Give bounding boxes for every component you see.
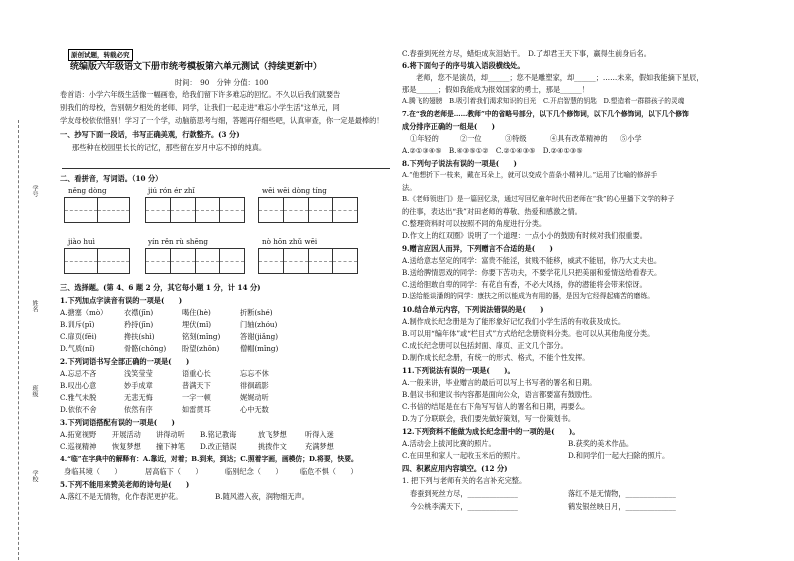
q4-opt: 临别纪念（ ）	[225, 467, 283, 476]
q12-b: B.获奖的美术作品。	[568, 439, 634, 448]
intro-line-1: 卷首语：小学六年级生活像一幅画卷，给我们留下许多难忘的回忆。不久以后我们就要告	[60, 90, 341, 99]
q3-opt: 恢复梦想	[112, 442, 141, 451]
q11-opt: B.倡议书和建议书内容都是面向公众，语言都要富有鼓励性。	[402, 390, 597, 399]
pinyin-5: yín rěn rù shēng	[148, 237, 209, 246]
answer-grid-2[interactable]	[145, 197, 245, 223]
q3-opt: 开展活动	[112, 430, 141, 439]
q3-opt: A.拓宽视野	[60, 430, 97, 439]
fill-line[interactable]: 今公桃李满天下，______________	[410, 502, 518, 511]
exam-meta: 时间： 90 分钟 分值：100	[175, 78, 269, 87]
answer-grid-1[interactable]	[64, 197, 130, 223]
q2-opt: A.忘忌不吝	[60, 369, 97, 378]
q12-d: D.和同学们一起大扫除的照片。	[568, 451, 670, 460]
answer-grid-4[interactable]	[64, 248, 130, 274]
binding-label-id: 学号	[31, 185, 38, 197]
q9-d: D.送给能谈潘朗的同学：康扶之所以能成为有用的器，是因为它经得起痛苦的磨练。	[402, 292, 655, 300]
section-2-heading: 二、看拼音，写词语。（10 分）	[60, 174, 163, 183]
q1-opt: 衣襟(jīn)	[124, 308, 154, 317]
q1-opt: D.气质(nǐ)	[60, 344, 95, 353]
q2-opt: 忘忘不休	[240, 369, 269, 378]
q7-opt: ①年轻的	[410, 134, 439, 143]
q2-opt: 徘徊疏影	[240, 381, 269, 390]
q1-opt: 答谢(jiǎng)	[240, 332, 279, 341]
q7: 7.在“我的老师是……教师”中的省略号部分，以下几个修饰词，以下几个修饰词，以下几个修饰	[402, 110, 689, 118]
q2-opt: 心中无数	[240, 405, 269, 414]
q1-opt: 喝住(hè)	[182, 308, 211, 317]
q8-b1: B.《老师领进门》是一篇回忆录，通过写回忆童年时代田老师在“我”的心里播下文学的种子	[402, 195, 675, 203]
q6-options: A.腾飞的翅膀 B.吸引着我们渴求知识的目光 C.开启智慧的钥匙 D.塑造着一群群孩子的灵魂	[402, 97, 685, 105]
fill-line[interactable]: 落红不是无情物，______________	[568, 489, 676, 498]
answer-grid-5[interactable]	[145, 248, 245, 274]
q12-a: A.活动会上拔河比赛的照片。	[402, 439, 496, 448]
q5-opt: B.随风潜入夜，润物细无声。	[215, 492, 309, 501]
q7-opt: ⑤小学	[620, 134, 642, 143]
binding-line	[18, 120, 20, 560]
section-3-heading: 三、选择题。(第 4、6 题 2 分，其它每小题 1 分，计 14 分)	[60, 283, 261, 292]
intro-line-3: 学友母校依依惜别！学习了一个学，动脑筋思考与细，答题再仔细些吧，认真审查，你一定是最棒的！	[60, 116, 384, 125]
pinyin-2: jiú rón ér zhǐ	[148, 186, 195, 195]
q1-opt: 矜持(jīn)	[124, 320, 154, 329]
q1-opt: C.扉页(fēi)	[60, 332, 97, 341]
q9-a: A.送给意志坚定的同学：富贵不能淫，贫贱不能移，威武不能屈，你乃大丈夫也。	[402, 256, 662, 265]
q3-opt: 挑拨作文	[258, 442, 287, 451]
q1-opt: A.搪塞（mò）	[60, 308, 108, 317]
q3-opt: C.巡视精神	[60, 442, 97, 451]
q10: 10.结合单元内容，下列说法错误的是( )	[402, 305, 544, 314]
q12: 12.下列资料不能做为成长纪念册中的一项的是( )。	[402, 427, 580, 436]
section-1-text: 那些种在校园里长长的记忆，那些留在岁月中忘不掉的纯真。	[72, 143, 267, 152]
q2-opt: 依然有序	[124, 405, 153, 414]
q1-opt: 埋伏(mǐ)	[182, 320, 212, 329]
q11: 11.下列说法有误的一项是( )。	[402, 366, 515, 375]
q10-b: B.可以用“编年体”或“栏目式”方式给纪念册资料分类。也可以从其他角度分类。	[402, 329, 655, 338]
binding-label-school: 学校	[31, 470, 38, 482]
q1-opt: 搀扶(shì)	[124, 332, 155, 341]
q2-opt: 浅笑莹莹	[124, 369, 153, 378]
copyright-stamp: 原创试题，转载必究	[68, 49, 133, 61]
q3-opt: 充满梦想	[305, 442, 334, 451]
q11-opt: D.为了分联联会，我们要先做好策划，写一份策划书。	[402, 414, 576, 423]
q6: 6.将下面句子的序号填入语段横线处。	[402, 61, 525, 70]
q8-b2: 的往事，表达出“我”对田老师的尊敬、热爱和感激之情。	[402, 207, 582, 216]
section-4-heading: 四、积累应用内容填空。(12 分)	[402, 464, 508, 473]
binding-label-class: 班级	[31, 385, 38, 397]
q3-opt: D.改正错误	[200, 442, 237, 451]
q2-opt: C.雅气未脱	[60, 393, 97, 402]
q2-opt: 无悲无悔	[124, 393, 153, 402]
q12-c: C.在田里和家人一起收玉米后的照片。	[402, 451, 525, 460]
q1-opt: B.训斥(pī)	[60, 320, 95, 329]
q8: 8.下列句子说法有误的一项是( )	[402, 159, 517, 168]
q3: 3.下列词语搭配有误的一项是( )	[60, 418, 175, 427]
q9: 9.赠言应因人而异，下列赠言不合适的是( )	[402, 244, 553, 253]
q9-b: B.送给脾情思戏的同学：你要下苦功夫，不要学花儿只把美丽和爱情送给看春天。	[402, 268, 662, 277]
q2-opt: 一字一顿	[182, 393, 211, 402]
q1-opt: 骨骼(chōng)	[124, 344, 167, 353]
q2-opt: 普满天下	[182, 381, 211, 390]
q2-opt: 娓娓动听	[240, 393, 269, 402]
q8-c: C.整理资料时可以按照不同的角度进行分类。	[402, 219, 547, 228]
q1-opt: 僧帽(mǐng)	[240, 344, 279, 353]
q2: 2.下列词语书写全部正确的一项是( )	[60, 357, 190, 366]
q4-opt: 身临其境（ ）	[64, 467, 122, 476]
q10-d: D.制作成长纪念册，有统一的形式、格式，不能个性发挥。	[402, 353, 590, 362]
q3-opt: 撞下神笔	[156, 442, 185, 451]
q3-opt: 放飞梦想	[258, 430, 287, 439]
q1-opt: 盼望(zhōn)	[182, 344, 220, 353]
answer-grid-3[interactable]	[258, 197, 358, 223]
q4-opt: 居高临下（ ）	[145, 467, 203, 476]
section-4-q1: 1. 把下列与老师有关的名言补充完整。	[402, 476, 527, 485]
q3-opt: B.铭记教诲	[200, 430, 237, 439]
q8-a2: 法。	[402, 183, 417, 192]
q3-opt: 讲得动听	[156, 430, 185, 439]
answer-grid-6[interactable]	[258, 248, 358, 274]
q6-line-2: 那是______；假如我能成为报效国家的勇士，那是______！	[402, 85, 589, 94]
pinyin-6: nò hōn zhǔ wēi	[262, 237, 318, 246]
q2-opt: 妙手成章	[124, 381, 153, 390]
pinyin-3: wēi wēi dòng tíng	[262, 186, 327, 195]
q9-c: C.送给胆敢自卑的同学：有花自有香，不必大风扬，你的潜能将会带来惊讶。	[402, 280, 647, 289]
q1: 1.下列加点字读音有误的一项是( )	[60, 296, 183, 305]
q7-opt: ③特级	[505, 134, 527, 143]
q4-opt: 临危不惧（ ）	[300, 467, 358, 476]
q1-opt: 门轴(zhóu)	[240, 320, 278, 329]
q5-opt: A.落红不是无情物，化作春泥更护花。	[60, 492, 183, 501]
binding-label-name: 姓名	[31, 300, 38, 312]
q1-opt: 折断(shé)	[240, 308, 273, 317]
q7-cont: 成分排序正确的一组是( )	[402, 122, 496, 131]
q2-opt: 语重心长	[182, 369, 211, 378]
q10-a: A.制作成长纪念册是为了能形象好记忆我们小学生活的有收获及成长。	[402, 317, 626, 326]
fill-line[interactable]: 鹤发银丝映日月，______________	[568, 502, 676, 511]
writing-line-1[interactable]	[62, 168, 390, 169]
q10-c: C.成长纪念册可以包括封面、扉页、正文几个部分。	[402, 341, 568, 350]
q11-opt: C.书信的结尾是在右下角写写信人的署名和日期，再要么。	[402, 402, 590, 411]
q3-opt: 听得入迷	[305, 430, 334, 439]
q7-answers: A.②①③④⑤ B.④③⑤①② C.②①④③⑤ D.②④①③⑤	[402, 146, 583, 155]
exam-title: 统编版六年级语文下册市统考模板第六单元测试（持续更新中）	[70, 62, 323, 72]
pinyin-1: něng dòng	[68, 186, 107, 195]
intro-line-2: 别我们的母校，告别朝夕相处的老师、同学，让我们一起走进"难忘小学生活"这单元，同	[60, 103, 340, 112]
q1-opt: 铭刻(mǐng)	[182, 332, 221, 341]
q2-opt: B.叹出心意	[60, 381, 97, 390]
q8-d: D.作文上的红双圈》说明了一个道理：一点小小的鼓励有时候对我们很重要。	[402, 231, 647, 240]
q8-a1: A.“他想折下一枝来，戴在耳朵上，就可以变成个苗条小精神儿。”运用了比喻的修辞手	[402, 171, 658, 179]
q4: 4.“临”在字典中的解释有：A.靠近，对着；B.到来，到达；C.照着字画，画模仿；D.将要，快要。	[60, 455, 358, 463]
pinyin-4: jiào huì	[68, 237, 95, 246]
q7-opt: ②一位	[460, 134, 482, 143]
q6-line-1: 老师，您不是演员，却______；您不是雕塑家，却______；……未来，假如我能摘下星辰，	[416, 73, 704, 82]
fill-line[interactable]: 春蚕到死丝方尽，______________	[410, 489, 518, 498]
q7-opt: ④具有改革精神的	[550, 134, 608, 143]
q11-opt: A.一般来讲，毕业赠言的最后可以写上书写者的署名和日期。	[402, 378, 597, 387]
q2-opt: 如雷贯耳	[182, 405, 211, 414]
q5: 5.下列不能用来赞美老师的诗句是( )	[60, 480, 190, 489]
q5-option-cd: C.春蚕到死丝方尽，蜡炬成灰泪始干。 D.了却君王天下事，赢得生前身后名。	[402, 49, 651, 58]
q2-opt: D.依依不舍	[60, 405, 97, 414]
section-1-heading: 一、抄写下面一段话，书写正确美观，行款整齐。(3 分)	[60, 130, 240, 139]
